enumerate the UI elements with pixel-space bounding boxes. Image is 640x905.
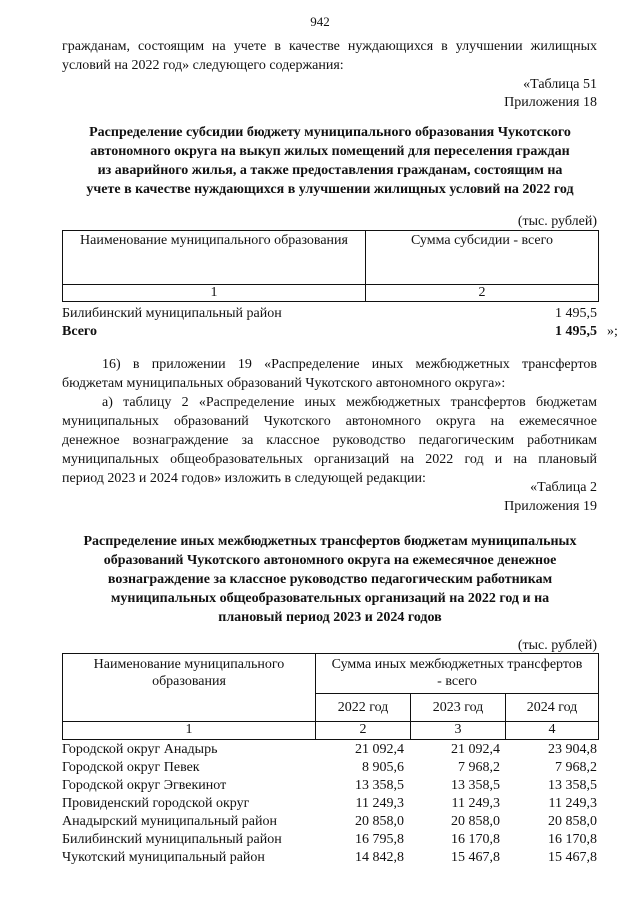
- para16-line-1: 16) в приложении 19 «Распределение иных межбюджетных трансфертов: [102, 357, 597, 372]
- table2-num-4: 4: [506, 722, 599, 740]
- table-row: [62, 741, 599, 759]
- table2-num-3: 3: [411, 722, 506, 740]
- row-2023: 7 968,2: [458, 760, 500, 775]
- table51-num-2: 2: [366, 285, 599, 302]
- table2-col-sum: [316, 654, 599, 694]
- row-name: Городской округ Певек: [62, 760, 200, 775]
- table-row: [62, 813, 599, 831]
- table51-total-name: Всего: [62, 324, 97, 339]
- table2-num-1: 1: [63, 722, 316, 740]
- table-row: [62, 795, 599, 813]
- row-2024: 16 170,8: [548, 832, 597, 847]
- table51-appendix: Приложения 18: [504, 95, 597, 110]
- row-name: Чукотский муниципальный район: [62, 850, 265, 865]
- row-2024: 23 904,8: [548, 742, 597, 757]
- table2-title-line-4: муниципальных общеобразовательных организаций на 2022 год и на: [110, 591, 550, 606]
- table2-header: [62, 653, 599, 740]
- parag-a-line-4: муниципальных общеобразовательных организаций на 2022 год и на плановый: [62, 452, 597, 467]
- table51-row-value: 1 495,5: [555, 306, 597, 321]
- intro-line-1: гражданам, состоящим на учете в качестве нуждающихся в улучшении жилищных: [62, 39, 597, 54]
- row-name: Провиденский городской округ: [62, 796, 250, 811]
- table-row: [62, 759, 599, 777]
- row-2022: 14 842,8: [355, 850, 404, 865]
- row-2024: 11 249,3: [548, 796, 597, 811]
- table-row: [62, 831, 599, 849]
- row-2023: 21 092,4: [451, 742, 500, 757]
- table51-col-sum: Сумма субсидии - всего: [366, 231, 599, 285]
- table51-num-1: 1: [63, 285, 366, 302]
- table51-title-line-1: Распределение субсидии бюджету муниципального образования Чукотского: [89, 125, 571, 140]
- table2-label: «Таблица 2: [530, 480, 597, 495]
- table51-title-line-2: автономного округа на выкуп жилых помещений для переселения граждан: [90, 144, 570, 159]
- table2-appendix: Приложения 19: [504, 499, 597, 514]
- row-2022: 21 092,4: [355, 742, 404, 757]
- row-name: Городской округ Эгвекинот: [62, 778, 227, 793]
- table51-unit: (тыс. рублей): [517, 214, 597, 229]
- intro-line-2: условий на 2022 год» следующего содержания:: [62, 58, 344, 73]
- table2-col-name-line-1: Наименование муниципального: [93, 657, 285, 672]
- table51-col-name: Наименование муниципального образования: [63, 231, 366, 285]
- row-name: Билибинский муниципальный район: [62, 832, 282, 847]
- table2-year-2024: 2024 год: [506, 694, 599, 722]
- table2-title-line-1: Распределение иных межбюджетных трансфертов бюджетам муниципальных: [83, 534, 577, 549]
- row-2022: 8 905,6: [362, 760, 404, 775]
- table2-unit: (тыс. рублей): [517, 638, 597, 653]
- table-row: [62, 777, 599, 795]
- row-2023: 13 358,5: [451, 778, 500, 793]
- table-row: [62, 849, 599, 867]
- row-name: Городской округ Анадырь: [62, 742, 218, 757]
- table51-label: «Таблица 51: [523, 77, 597, 92]
- table2-title-line-3: вознаграждение за классное руководство педагогическим работникам: [107, 572, 553, 587]
- table2-col-name-line-2: образования: [152, 674, 226, 689]
- table2-col-sum-line-2: - всего: [437, 674, 477, 689]
- table2-title-line-2: образований Чукотского автономного округа на ежемесячное денежное: [103, 553, 557, 568]
- parag-a-line-5: период 2023 и 2024 годов» изложить в следующей редакции:: [62, 471, 426, 486]
- row-2023: 11 249,3: [451, 796, 500, 811]
- row-2024: 15 467,8: [548, 850, 597, 865]
- page-number: 942: [310, 14, 330, 29]
- row-2024: 13 358,5: [548, 778, 597, 793]
- table2-col-name: [63, 654, 316, 722]
- parag-a-line-1: а) таблицу 2 «Распределение иных межбюджетных трансфертов бюджетам: [102, 395, 597, 410]
- row-2022: 13 358,5: [355, 778, 404, 793]
- table51-total-suffix: »;: [607, 324, 618, 339]
- row-2023: 16 170,8: [451, 832, 500, 847]
- table2-title-line-5: плановый период 2023 и 2024 годов: [218, 610, 442, 625]
- parag-a-line-2: муниципальных образований Чукотского автономного округа на ежемесячное: [62, 414, 597, 429]
- row-2023: 20 858,0: [451, 814, 500, 829]
- table2-num-2: 2: [316, 722, 411, 740]
- table2-col-sum-line-1: Сумма иных межбюджетных трансфертов: [331, 657, 583, 672]
- row-2024: 7 968,2: [555, 760, 597, 775]
- row-2023: 15 467,8: [451, 850, 500, 865]
- parag-a-line-3: денежное вознаграждение за классное руководство педагогическим работникам: [62, 433, 597, 448]
- row-2022: 11 249,3: [355, 796, 404, 811]
- table51-title-line-4: учете в качестве нуждающихся в улучшении жилищных условий на 2022 год: [86, 182, 574, 197]
- row-2024: 20 858,0: [548, 814, 597, 829]
- table2-year-2022: 2022 год: [316, 694, 411, 722]
- para16-line-2: бюджетам муниципальных образований Чукотского автономного округа»:: [62, 376, 506, 391]
- table2-year-2023: 2023 год: [411, 694, 506, 722]
- table51-title-line-3: из аварийного жилья, а также предоставления гражданам, состоящим на: [97, 163, 563, 178]
- row-2022: 20 858,0: [355, 814, 404, 829]
- table51-row-name: Билибинский муниципальный район: [62, 306, 282, 321]
- table51-total-value: 1 495,5: [555, 324, 597, 339]
- row-name: Анадырский муниципальный район: [62, 814, 277, 829]
- table51-header: [62, 230, 599, 302]
- row-2022: 16 795,8: [355, 832, 404, 847]
- table2-body: [62, 741, 599, 867]
